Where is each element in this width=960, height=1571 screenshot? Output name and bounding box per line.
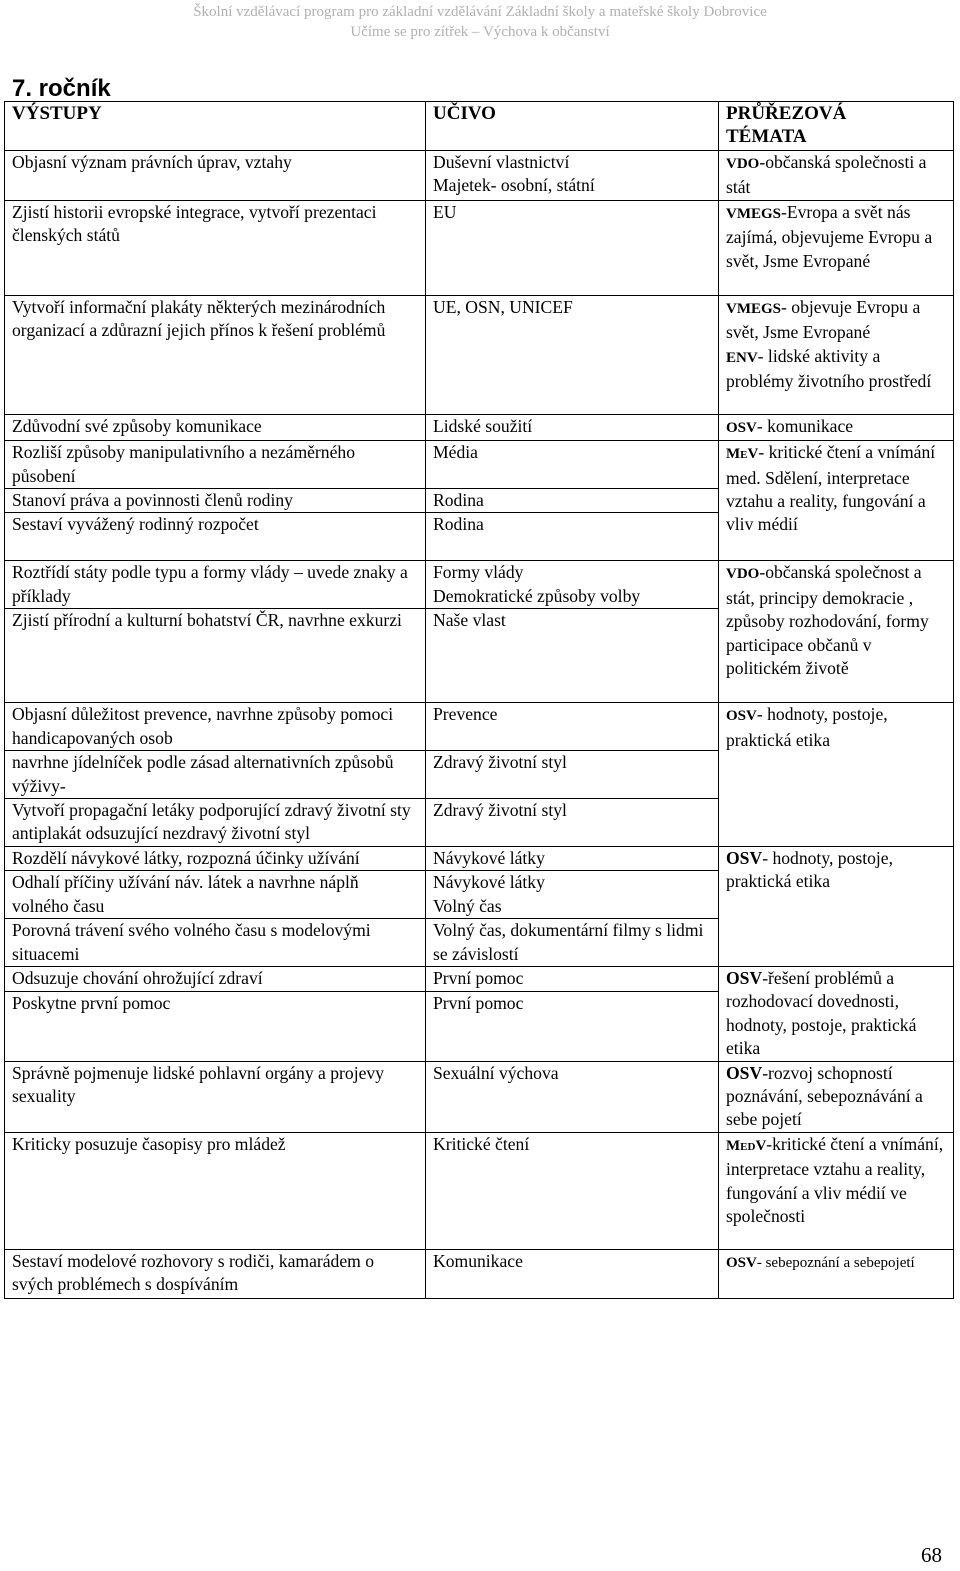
content-cell: Komunikace xyxy=(426,1249,719,1298)
content-cell: EU xyxy=(426,200,719,295)
theme-cell xyxy=(719,441,954,561)
output-cell: Rozliší způsoby manipulativního a nezáměrného působení xyxy=(5,441,426,489)
table-row xyxy=(5,703,954,751)
document-header xyxy=(0,2,960,42)
theme-tag: VDO xyxy=(726,156,760,172)
theme-cell xyxy=(719,295,954,414)
content-cell xyxy=(426,151,719,201)
theme-cell xyxy=(719,414,954,440)
output-cell: Stanoví práva a povinnosti členů rodiny xyxy=(5,489,426,513)
output-cell: Vytvoří propagační letáky podporující zdravý životní sty antiplakát odsuzující nezdravý životní styl xyxy=(5,799,426,847)
theme-tag: OSV xyxy=(726,847,763,868)
content-cell: Zdravý životní styl xyxy=(426,751,719,799)
theme-text: -kritické čtení a vnímání, interpretace vztahu a reality, fungování a vliv médií ve společnosti xyxy=(726,1133,944,1226)
content-cell: Média xyxy=(426,441,719,489)
theme-tag: VMEGS xyxy=(726,205,782,222)
theme-text: - kritické čtení a vnímání med. Sdělení, interpretace vztahu a reality, fungování a vliv médií xyxy=(726,442,936,535)
content-cell: Prevence xyxy=(426,703,719,751)
column-header-themes-line1: PRŮŘEZOVÁ xyxy=(726,103,847,124)
theme-cell xyxy=(719,200,954,295)
content-line: Formy vlády xyxy=(433,562,524,583)
theme-line xyxy=(726,345,947,394)
theme-tag: OSV xyxy=(726,708,757,725)
table-row xyxy=(5,295,954,414)
theme-text: -občanská společnost a stát, principy demokracie , způsoby rozhodování, formy participace občanů v politickém životě xyxy=(726,562,929,679)
content-cell xyxy=(426,871,719,919)
table-row xyxy=(5,966,954,991)
content-cell: Kritické čtení xyxy=(426,1132,719,1249)
theme-tag: VDO xyxy=(726,566,760,583)
content-line: Majetek- osobní, státní xyxy=(433,175,595,196)
theme-tag: MeV xyxy=(726,446,759,463)
theme-text: -řešení problémů a rozhodovací dovednosti, hodnoty, postoje, praktická etika xyxy=(726,967,917,1059)
content-line: Volný čas xyxy=(433,895,502,916)
output-cell: Objasní důležitost prevence, navrhne způsoby pomoci handicapovaných osob xyxy=(5,703,426,751)
theme-text: - hodnoty, postoje, praktická etika xyxy=(726,847,893,892)
content-cell: Sexuální výchova xyxy=(426,1061,719,1132)
header-school: Školní vzdělávací program pro základní vzdělávání Základní školy a mateřské školy Dobrovice xyxy=(193,4,767,20)
theme-line xyxy=(726,296,947,345)
theme-text: -občanská společnosti a stát xyxy=(726,152,927,198)
theme-tag: OSV xyxy=(726,419,757,436)
table-row xyxy=(5,414,954,440)
content-cell: Návykové látky xyxy=(426,846,719,870)
output-cell: Zjistí historii evropské integrace, vytvoří prezentaci členských států xyxy=(5,200,426,295)
table-row xyxy=(5,151,954,201)
output-cell: Zjistí přírodní a kulturní bohatství ČR, navrhne exkurzi xyxy=(5,609,426,703)
output-cell: Odsuzuje chování ohrožující zdraví xyxy=(5,966,426,991)
theme-tag: OSV xyxy=(726,967,763,988)
theme-cell xyxy=(719,703,954,846)
output-cell: Vytvoří informační plakáty některých mezinárodních organizací a zdůrazní jejich přínos k řešení problémů xyxy=(5,295,426,414)
theme-text: -rozvoj schopností poznávání, sebepoznávání a sebe pojetí xyxy=(726,1062,923,1130)
content-cell: Rodina xyxy=(426,489,719,513)
theme-text: - objevuje Evropu a svět, Jsme Evropané xyxy=(726,296,921,343)
column-header-themes-line2: TÉMATA xyxy=(726,126,807,148)
output-cell: Poskytne první pomoc xyxy=(5,991,426,1061)
table-row xyxy=(5,1132,954,1249)
table-row xyxy=(5,441,954,489)
output-cell: Odhalí příčiny užívání náv. látek a navrhne náplň volného času xyxy=(5,871,426,919)
theme-tag: VMEGS xyxy=(726,300,782,317)
output-cell: Sestaví vyvážený rodinný rozpočet xyxy=(5,513,426,561)
content-line: Demokratické způsoby volby xyxy=(433,585,641,606)
content-cell: První pomoc xyxy=(426,966,719,991)
theme-cell xyxy=(719,846,954,966)
output-cell: Zdůvodní své způsoby komunikace xyxy=(5,414,426,440)
theme-text: - sebepoznání a sebepojetí xyxy=(756,1254,915,1271)
column-header-content: UČIVO xyxy=(426,102,719,151)
content-cell: Lidské soužití xyxy=(426,414,719,440)
theme-tag: OSV xyxy=(726,1254,757,1271)
content-cell: Zdravý životní styl xyxy=(426,799,719,847)
content-cell xyxy=(426,561,719,609)
output-cell: Porovná trávení svého volného času s modelovými situacemi xyxy=(5,919,426,967)
table-row xyxy=(5,561,954,609)
theme-cell xyxy=(719,1249,954,1298)
output-cell: Sestaví modelové rozhovory s rodiči, kamarádem o svých problémech s dospíváním xyxy=(5,1249,426,1298)
theme-cell xyxy=(719,1132,954,1249)
content-cell: UE, OSN, UNICEF xyxy=(426,295,719,414)
output-cell: Správně pojmenuje lidské pohlavní orgány a projevy sexuality xyxy=(5,1061,426,1132)
curriculum-table xyxy=(4,101,954,1299)
table-row xyxy=(5,200,954,295)
theme-text: - lidské aktivity a problémy životního prostředí xyxy=(726,345,932,392)
content-cell: Rodina xyxy=(426,513,719,561)
header-subject: Učíme se pro zítřek – Výchova k občanství xyxy=(350,24,610,40)
theme-text: - komunikace xyxy=(756,415,854,436)
table-row xyxy=(5,1061,954,1132)
theme-text: -Evropa a svět nás zajímá, objevujeme Evropu a svět, Jsme Evropané xyxy=(726,201,933,271)
table-header-row xyxy=(5,102,954,151)
theme-cell xyxy=(719,966,954,1061)
page-number: 68 xyxy=(921,1543,942,1567)
content-cell: První pomoc xyxy=(426,991,719,1061)
theme-cell xyxy=(719,1061,954,1132)
theme-cell xyxy=(719,561,954,703)
output-cell: Kriticky posuzuje časopisy pro mládež xyxy=(5,1132,426,1249)
table-row xyxy=(5,1249,954,1298)
output-cell: Roztřídí státy podle typu a formy vlády – uvede znaky a příklady xyxy=(5,561,426,609)
theme-tag: MedV xyxy=(726,1137,767,1154)
theme-tag: OSV xyxy=(726,1062,763,1083)
output-cell: Objasní význam právních úprav, vztahy xyxy=(5,151,426,201)
content-cell: Naše vlast xyxy=(426,609,719,703)
theme-cell xyxy=(719,151,954,201)
theme-tag: ENV xyxy=(726,349,758,366)
content-line: Návykové látky xyxy=(433,872,545,893)
content-cell: Volný čas, dokumentární filmy s lidmi se závislostí xyxy=(426,919,719,967)
output-cell: Rozdělí návykové látky, rozpozná účinky užívání xyxy=(5,846,426,870)
output-cell: navrhne jídelníček podle zásad alternativních způsobů výživy- xyxy=(5,751,426,799)
grade-heading: 7. ročník xyxy=(12,75,111,102)
column-header-outputs: VÝSTUPY xyxy=(5,102,426,151)
table-row xyxy=(5,846,954,870)
column-header-themes xyxy=(719,102,954,151)
theme-text: - hodnoty, postoje, praktická etika xyxy=(726,704,888,750)
content-line: Duševní vlastnictví xyxy=(433,152,570,172)
